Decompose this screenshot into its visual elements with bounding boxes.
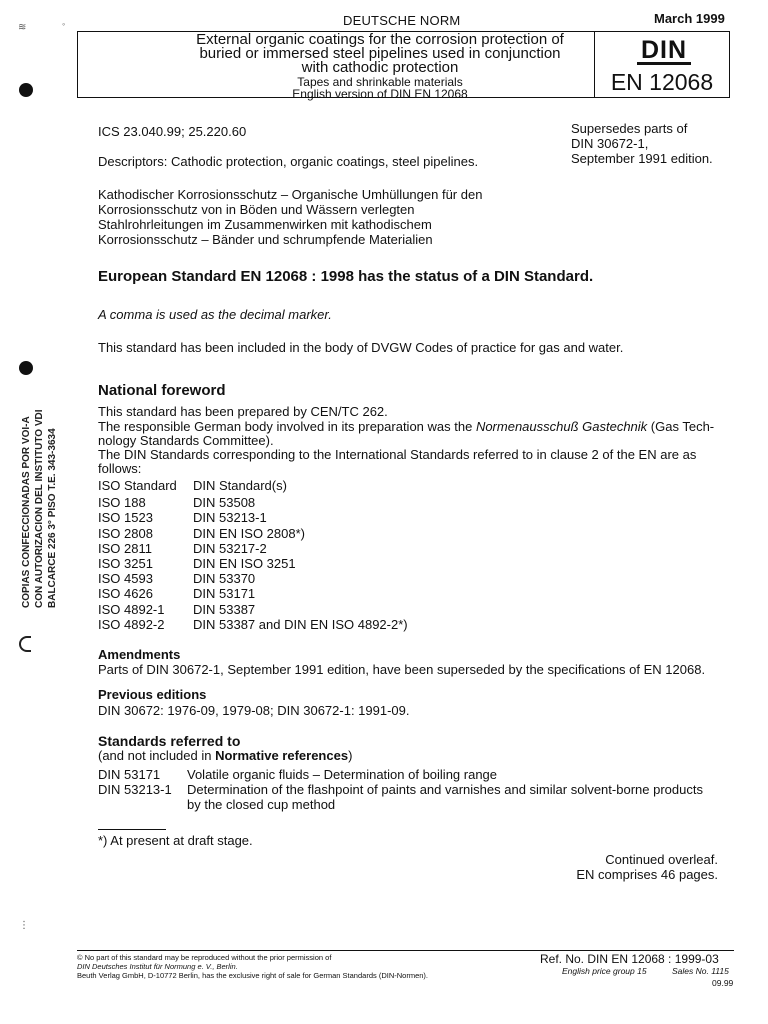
table-row [0, 571, 700, 586]
punch-hole-icon [19, 83, 33, 97]
sales-number: Sales No. 1115 [672, 966, 729, 976]
table-row [0, 510, 700, 525]
table-cell: DIN 53213-1 [193, 510, 267, 526]
continuation-line: EN comprises 46 pages. [576, 867, 718, 882]
stamp-line: COPIAS CONFECCIONADAS POR VOI-A [21, 416, 32, 608]
text-span: (and not included in [98, 748, 216, 763]
section-heading: National foreword [98, 382, 226, 399]
copyright-line: © No part of this standard may be reproduced without the prior permission of [77, 953, 332, 962]
edition-code: 09.99 [712, 978, 734, 988]
descriptors: Descriptors: Cathodic protection, organic coatings, steel pipelines. [98, 154, 479, 169]
copyright-line: DIN Deutsches Institut für Normung e. V., Berlin. [77, 962, 238, 971]
section-heading: Amendments [98, 647, 181, 662]
subtitle-line: English version of DIN EN 12068 [292, 87, 468, 101]
table-row [0, 495, 700, 510]
title-line: External organic coatings for the corrosion protection of [196, 31, 564, 48]
table-cell: ISO 4626 [98, 586, 153, 602]
table-cell: ISO 4593 [98, 571, 153, 587]
standards-referred-subheading [98, 748, 352, 763]
margin-mark-icon: ◦ [62, 19, 66, 29]
table-cell: ISO 2811 [98, 540, 152, 556]
standard-number: EN 12068 [610, 69, 714, 95]
table-cell: DIN 53387 [193, 601, 256, 617]
foreword-paragraph: This standard has been prepared by CEN/TC 262. [98, 404, 388, 419]
table-cell: ISO 2808 [98, 525, 153, 541]
price-group: English price group 15 [562, 966, 647, 976]
continuation-note [576, 852, 718, 882]
publication-date: March 1999 [654, 11, 725, 26]
footnote-rule [98, 829, 166, 830]
margin-mark-icon: ⋮ [19, 920, 29, 931]
german-title-line: Kathodischer Korrosionsschutz – Organische Umhüllungen für den [98, 187, 483, 202]
decimal-note: A comma is used as the decimal marker. [98, 307, 332, 322]
foreword-paragraph [98, 419, 714, 434]
title-box-divider [594, 31, 595, 98]
reference-number: Ref. No. DIN EN 12068 : 1999-03 [540, 952, 719, 966]
foreword-paragraph: The DIN Standards corresponding to the International Standards referred to in clause 2 of the EN are as [98, 447, 697, 462]
supersedes-line: DIN 30672-1, [571, 136, 649, 151]
table-cell: ISO 1523 [98, 510, 153, 526]
copyright-line: Beuth Verlag GmbH, D-10772 Berlin, has the exclusive right of sale for German Standards (DIN-Normen). [77, 971, 428, 980]
text-span: The responsible German body involved in its preparation was the [98, 419, 476, 434]
table-cell: DIN 53508 [193, 495, 256, 511]
table-cell: ISO 188 [98, 495, 146, 511]
supersedes-line: Supersedes parts of [571, 121, 688, 136]
ref-description: Volatile organic fluids – Determination of boiling range [187, 767, 498, 782]
ref-description [187, 782, 703, 812]
foreword-paragraph-cont: nology Standards Committee). [98, 433, 274, 448]
text-span: Normative references [215, 748, 349, 763]
document-title [170, 33, 590, 100]
stamp-line: CON AUTORIZACION DEL INSTITUTO VDI [34, 409, 45, 608]
table-cell: ISO 4892-1 [98, 601, 165, 617]
ref-description-line: by the closed cup method [187, 797, 336, 812]
footer-rule [77, 950, 734, 951]
continuation-line: Continued overleaf. [605, 852, 718, 867]
footnote: *) At present at draft stage. [98, 833, 253, 848]
table-cell: DIN 53217-2 [193, 540, 267, 556]
table-cell: DIN 53171 [193, 586, 256, 602]
amendments-text: Parts of DIN 30672-1, September 1991 edition, have been superseded by the specifications of EN 12068. [98, 662, 706, 677]
title-line: buried or immersed steel pipelines used in conjunction [199, 45, 561, 62]
stamp-line: BALCARCE 226 3° PISO T.E. 343-3634 [47, 428, 58, 608]
table-header: DIN Standard(s) [193, 478, 287, 493]
table-row [0, 617, 700, 632]
section-heading: Standards referred to [98, 733, 241, 749]
section-heading: Previous editions [98, 687, 207, 702]
text-span: (Gas Tech- [647, 419, 715, 434]
ref-description-line: Determination of the flashpoint of paints and varnishes and similar solvent-borne products [187, 782, 703, 797]
german-title-line: Korrosionsschutz von in Böden und Wässern verlegten [98, 202, 415, 217]
table-row [0, 602, 700, 617]
margin-mark-icon: ≋ [18, 22, 27, 33]
ics-code: ICS 23.040.99; 25.220.60 [98, 124, 247, 139]
status-heading: European Standard EN 12068 : 1998 has the status of a DIN Standard. [98, 268, 594, 285]
title-line: with cathodic protection [301, 59, 459, 76]
din-logo-text: DIN [637, 38, 691, 65]
supersedes-line: September 1991 edition. [571, 151, 713, 166]
table-cell: DIN 53370 [193, 571, 256, 587]
previous-editions-text: DIN 30672: 1976-09, 1979-08; DIN 30672-1: 1991-09. [98, 703, 410, 718]
standards-table [0, 478, 700, 632]
supersedes-note [571, 121, 713, 166]
punch-hole-icon [19, 636, 31, 652]
table-header: ISO Standard [98, 478, 177, 493]
table-cell: DIN EN ISO 3251 [193, 555, 296, 571]
table-cell: DIN 53387 and DIN EN ISO 4892-2*) [193, 616, 408, 632]
foreword-paragraph-cont: follows: [98, 461, 142, 476]
committee-name: Normenausschuß Gastechnik [475, 419, 648, 434]
ref-code: DIN 53171 [98, 767, 161, 782]
table-row [0, 586, 700, 601]
german-title [98, 187, 482, 247]
table-cell: ISO 4892-2 [98, 616, 165, 632]
table-row [0, 541, 700, 556]
copyright-notice [77, 953, 428, 980]
table-row [0, 526, 700, 541]
table-row [0, 556, 700, 571]
table-cell: ISO 3251 [98, 555, 153, 571]
ref-code: DIN 53213-1 [98, 782, 172, 797]
german-title-line: Stahlrohrleitungen im Zusammenwirken mit kathodischem [98, 217, 432, 232]
german-title-line: Korrosionsschutz – Bänder und schrumpfende Materialien [98, 232, 433, 247]
din-logo [614, 38, 714, 65]
punch-hole-icon [19, 361, 33, 375]
text-span: ) [348, 748, 353, 763]
table-header-row [0, 478, 700, 493]
subtitle-line: Tapes and shrinkable materials [297, 75, 463, 89]
dvgw-note: This standard has been included in the body of DVGW Codes of practice for gas and water. [98, 340, 624, 355]
table-cell: DIN EN ISO 2808*) [193, 525, 305, 541]
document-series: DEUTSCHE NORM [343, 13, 461, 28]
